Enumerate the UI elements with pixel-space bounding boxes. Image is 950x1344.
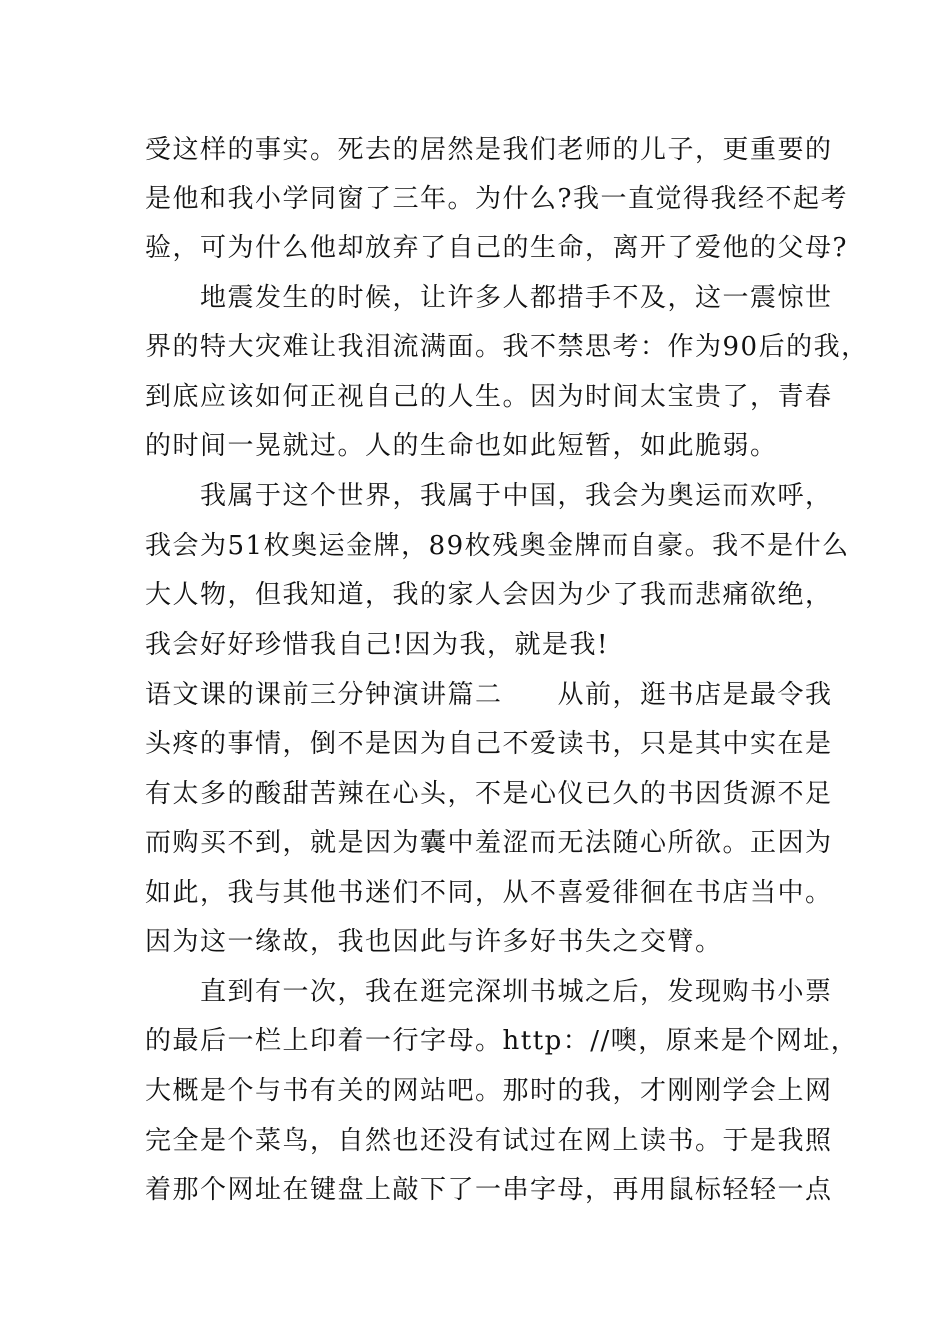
text-line: 完全是个菜鸟，自然也还没有试过在网上读书。于是我照	[145, 1126, 833, 1156]
text-line: 着那个网址在键盘上敲下了一串字母，再用鼠标轻轻一点	[145, 1175, 833, 1205]
text-line: 因为这一缘故，我也因此与许多好书失之交臂。	[145, 927, 723, 957]
text-line: 到底应该如何正视自己的人生。因为时间太宝贵了，青春	[145, 382, 833, 412]
paragraph-start-line: 地震发生的时候，让许多人都措手不及，这一震惊世	[200, 283, 833, 313]
text-line: 我会好好珍惜我自己!因为我，就是我!	[145, 630, 609, 660]
text-line: 如此，我与其他书迷们不同，从不喜爱徘徊在书店当中。	[145, 878, 833, 908]
text-line: 受这样的事实。死去的居然是我们老师的儿子，更重要的	[145, 135, 833, 165]
paragraph-start-line: 我属于这个世界，我属于中国，我会为奥运而欢呼，	[200, 481, 833, 511]
text-line: 头疼的事情，倒不是因为自己不爱读书，只是其中实在是	[145, 729, 833, 759]
text-line: 大概是个与书有关的网站吧。那时的我，才刚刚学会上网	[145, 1076, 833, 1106]
section-heading-line: 语文课的课前三分钟演讲篇二 从前，逛书店是最令我	[145, 680, 833, 710]
text-line: 有太多的酸甜苦辣在心头，不是心仪已久的书因货源不足	[145, 779, 833, 809]
text-line: 我会为51枚奥运金牌，89枚残奥金牌而自豪。我不是什么	[145, 531, 850, 561]
text-line: 的最后一栏上印着一行字母。http：//噢，原来是个网址，	[145, 1026, 859, 1056]
text-line: 而购买不到，就是因为囊中羞涩而无法随心所欲。正因为	[145, 828, 833, 858]
text-line: 界的特大灾难让我泪流满面。我不禁思考：作为90后的我，	[145, 332, 869, 362]
text-line: 大人物，但我知道，我的家人会因为少了我而悲痛欲绝，	[145, 580, 833, 610]
paragraph-start-line: 直到有一次，我在逛完深圳书城之后，发现购书小票	[200, 977, 833, 1007]
text-line: 的时间一晃就过。人的生命也如此短暂，如此脆弱。	[145, 431, 778, 461]
text-line: 验，可为什么他却放弃了自己的生命，离开了爱他的父母?	[145, 233, 848, 263]
text-line: 是他和我小学同窗了三年。为什么?我一直觉得我经不起考	[145, 184, 848, 214]
